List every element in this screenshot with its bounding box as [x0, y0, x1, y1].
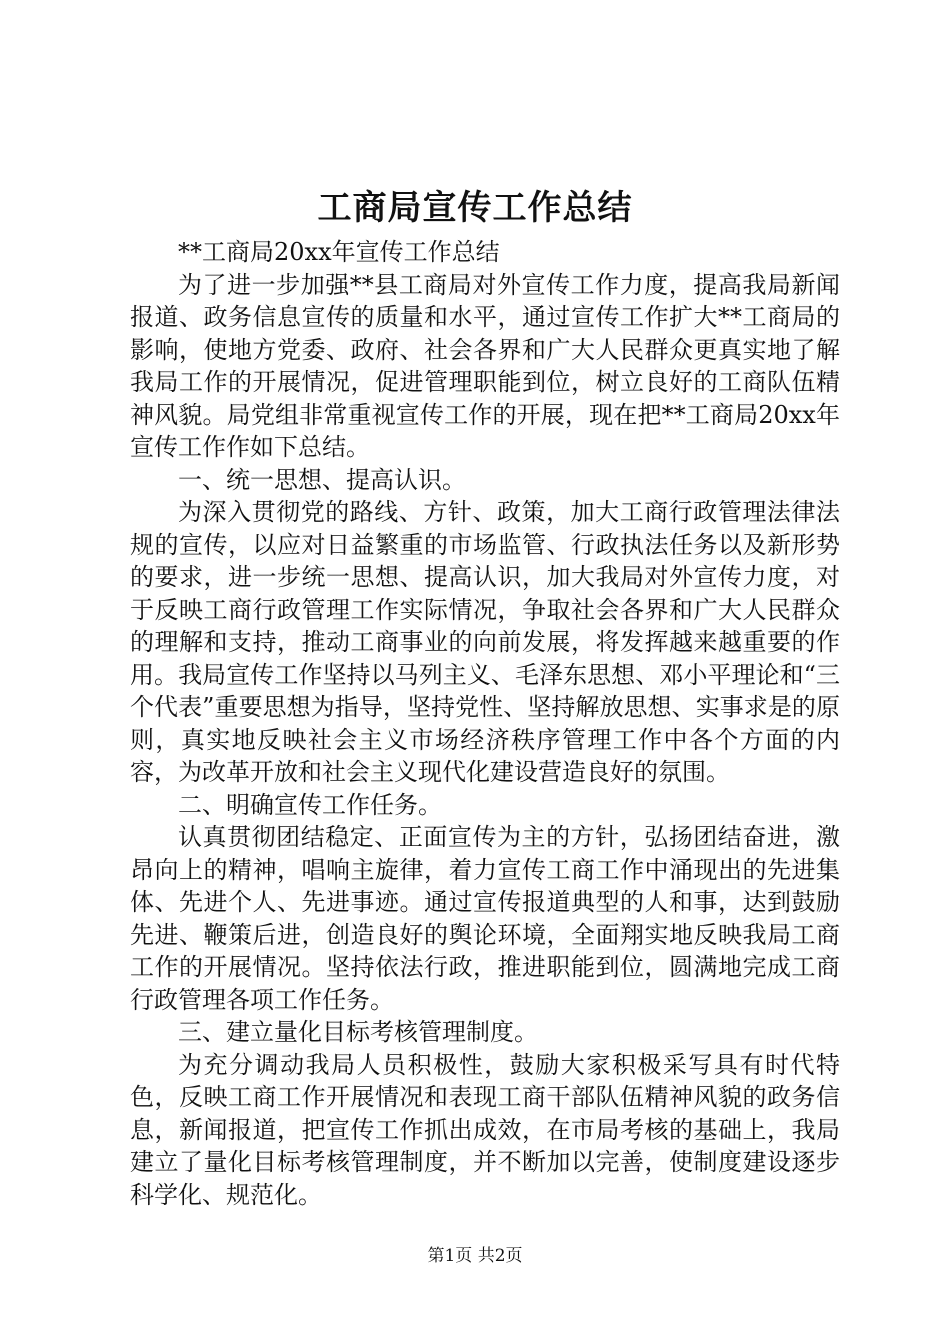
section-3-paragraph: 为充分调动我局人员积极性，鼓励大家积极采写具有时代特色，反映工商工作开展情况和表现工商干部队伍精神风貌的政务信息，新闻报道，把宣传工作抓出成效，在市局考核的基础上，我局建立了量化目标考核管理制度，并不断加以完善，使制度建设逐步科学化、规范化。: [130, 1050, 840, 1209]
section-heading-1: 一、统一思想、提高认识。: [178, 465, 466, 494]
page-footer: 第1页 共2页: [427, 1246, 523, 1266]
section-heading-3: 三、建立量化目标考核管理制度。: [178, 1018, 538, 1046]
subtitle-paragraph: **工商局20xx年宣传工作总结: [178, 238, 500, 266]
section-heading-2: 二、明确宣传工作任务。: [178, 790, 442, 819]
intro-paragraph: 为了进一步加强**县工商局对外宣传工作力度，提高我局新闻报道、政务信息宣传的质量和水平，通过宣传工作扩大**工商局的影响，使地方党委、政府、社会各界和广大人民群众更真实地了解我局工作的开展情况，促进管理职能到位，树立良好的工商队伍精神风貌。局党组非常重视宣传工作的开展，现在把**工商局20xx年宣传工作作如下总结。: [130, 270, 840, 461]
section-2-paragraph: 认真贯彻团结稳定、正面宣传为主的方针，弘扬团结奋进，激昂向上的精神，唱响主旋律，着力宣传工商工作中涌现出的先进集体、先进个人、先进事迹。通过宣传报道典型的人和事，达到鼓励先进、鞭策后进，创造良好的舆论环境，全面翔实地反映我局工商工作的开展情况。坚持依法行政，推进职能到位，圆满地完成工商行政管理各项工作任务。: [130, 823, 840, 1014]
section-1-paragraph: 为深入贯彻党的路线、方针、政策，加大工商行政管理法律法规的宣传，以应对日益繁重的市场监管、行政执法任务以及新形势的要求，进一步统一思想、提高认识，加大我局对外宣传力度，对于反映工商行政管理工作实际情况，争取社会各界和广大人民群众的理解和支持，推动工商事业的向前发展，将发挥越来越重要的作用。我局宣传工作坚持以马列主义、毛泽东思想、邓小平理论和“三个代表”重要思想为指导，坚持党性、坚持解放思想、实事求是的原则，真实地反映社会主义市场经济秩序管理工作中各个方面的内容，为改革开放和社会主义现代化建设营造良好的氛围。: [130, 498, 840, 786]
document-body: [130, 236, 840, 1211]
document-title: 工商局宣传工作总结: [317, 188, 633, 228]
